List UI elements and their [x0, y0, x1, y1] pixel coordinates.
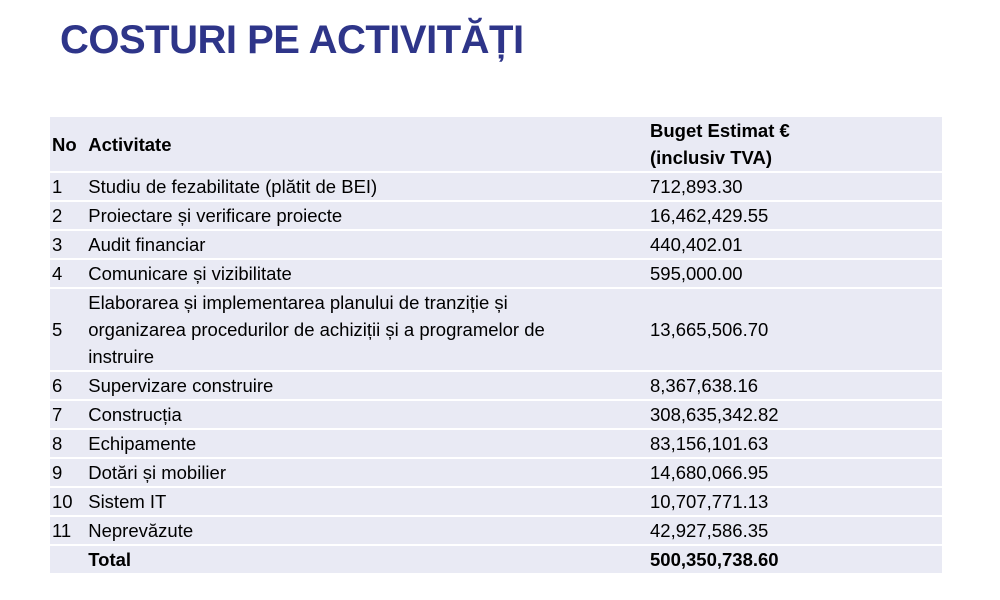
row-activity-line: organizarea procedurilor de achiziții și a programelor de	[88, 319, 545, 340]
row-activity: Echipamente	[86, 429, 648, 458]
table-row	[50, 516, 942, 545]
header-activity: Activitate	[86, 117, 648, 172]
table-row	[50, 429, 942, 458]
table-row	[50, 201, 942, 230]
row-budget: 14,680,066.95	[648, 458, 942, 487]
row-no: 2	[50, 201, 86, 230]
table-row	[50, 259, 942, 288]
header-budget-line1: Buget Estimat €	[650, 120, 790, 141]
row-no: 4	[50, 259, 86, 288]
row-no: 3	[50, 230, 86, 259]
row-no: 6	[50, 371, 86, 400]
row-budget: 440,402.01	[648, 230, 942, 259]
row-activity-line: instruire	[88, 346, 155, 367]
row-budget: 10,707,771.13	[648, 487, 942, 516]
row-budget: 42,927,586.35	[648, 516, 942, 545]
table-total-row	[50, 545, 942, 574]
header-budget	[648, 117, 942, 172]
row-no: 10	[50, 487, 86, 516]
row-no: 1	[50, 172, 86, 201]
row-budget: 13,665,506.70	[648, 288, 942, 371]
row-budget: 308,635,342.82	[648, 400, 942, 429]
table-header-row	[50, 117, 942, 172]
row-no: 11	[50, 516, 86, 545]
row-activity: Construcția	[86, 400, 648, 429]
row-activity-line: Elaborarea și implementarea planului de tranziție și	[88, 292, 508, 313]
row-activity: Proiectare și verificare proiecte	[86, 201, 648, 230]
row-no: 7	[50, 400, 86, 429]
row-activity: Audit financiar	[86, 230, 648, 259]
row-budget: 595,000.00	[648, 259, 942, 288]
row-no: 8	[50, 429, 86, 458]
table-row	[50, 458, 942, 487]
row-activity: Neprevăzute	[86, 516, 648, 545]
total-no	[50, 545, 86, 574]
header-no: No	[50, 117, 86, 172]
row-activity: Sistem IT	[86, 487, 648, 516]
row-activity: Supervizare construire	[86, 371, 648, 400]
row-budget: 712,893.30	[648, 172, 942, 201]
page-title: COSTURI PE ACTIVITĂȚI	[60, 18, 524, 62]
table-row	[50, 230, 942, 259]
table-row	[50, 371, 942, 400]
table-row	[50, 487, 942, 516]
row-budget: 8,367,638.16	[648, 371, 942, 400]
cost-table	[50, 117, 942, 575]
row-budget: 16,462,429.55	[648, 201, 942, 230]
table-row	[50, 288, 942, 371]
row-budget: 83,156,101.63	[648, 429, 942, 458]
total-budget: 500,350,738.60	[648, 545, 942, 574]
row-activity: Dotări și mobilier	[86, 458, 648, 487]
row-activity	[86, 288, 648, 371]
row-no: 9	[50, 458, 86, 487]
row-activity: Comunicare și vizibilitate	[86, 259, 648, 288]
row-activity: Studiu de fezabilitate (plătit de BEI)	[86, 172, 648, 201]
table-row	[50, 400, 942, 429]
header-budget-line2: (inclusiv TVA)	[650, 147, 772, 168]
table-row	[50, 172, 942, 201]
row-no: 5	[50, 288, 86, 371]
total-label: Total	[86, 545, 648, 574]
